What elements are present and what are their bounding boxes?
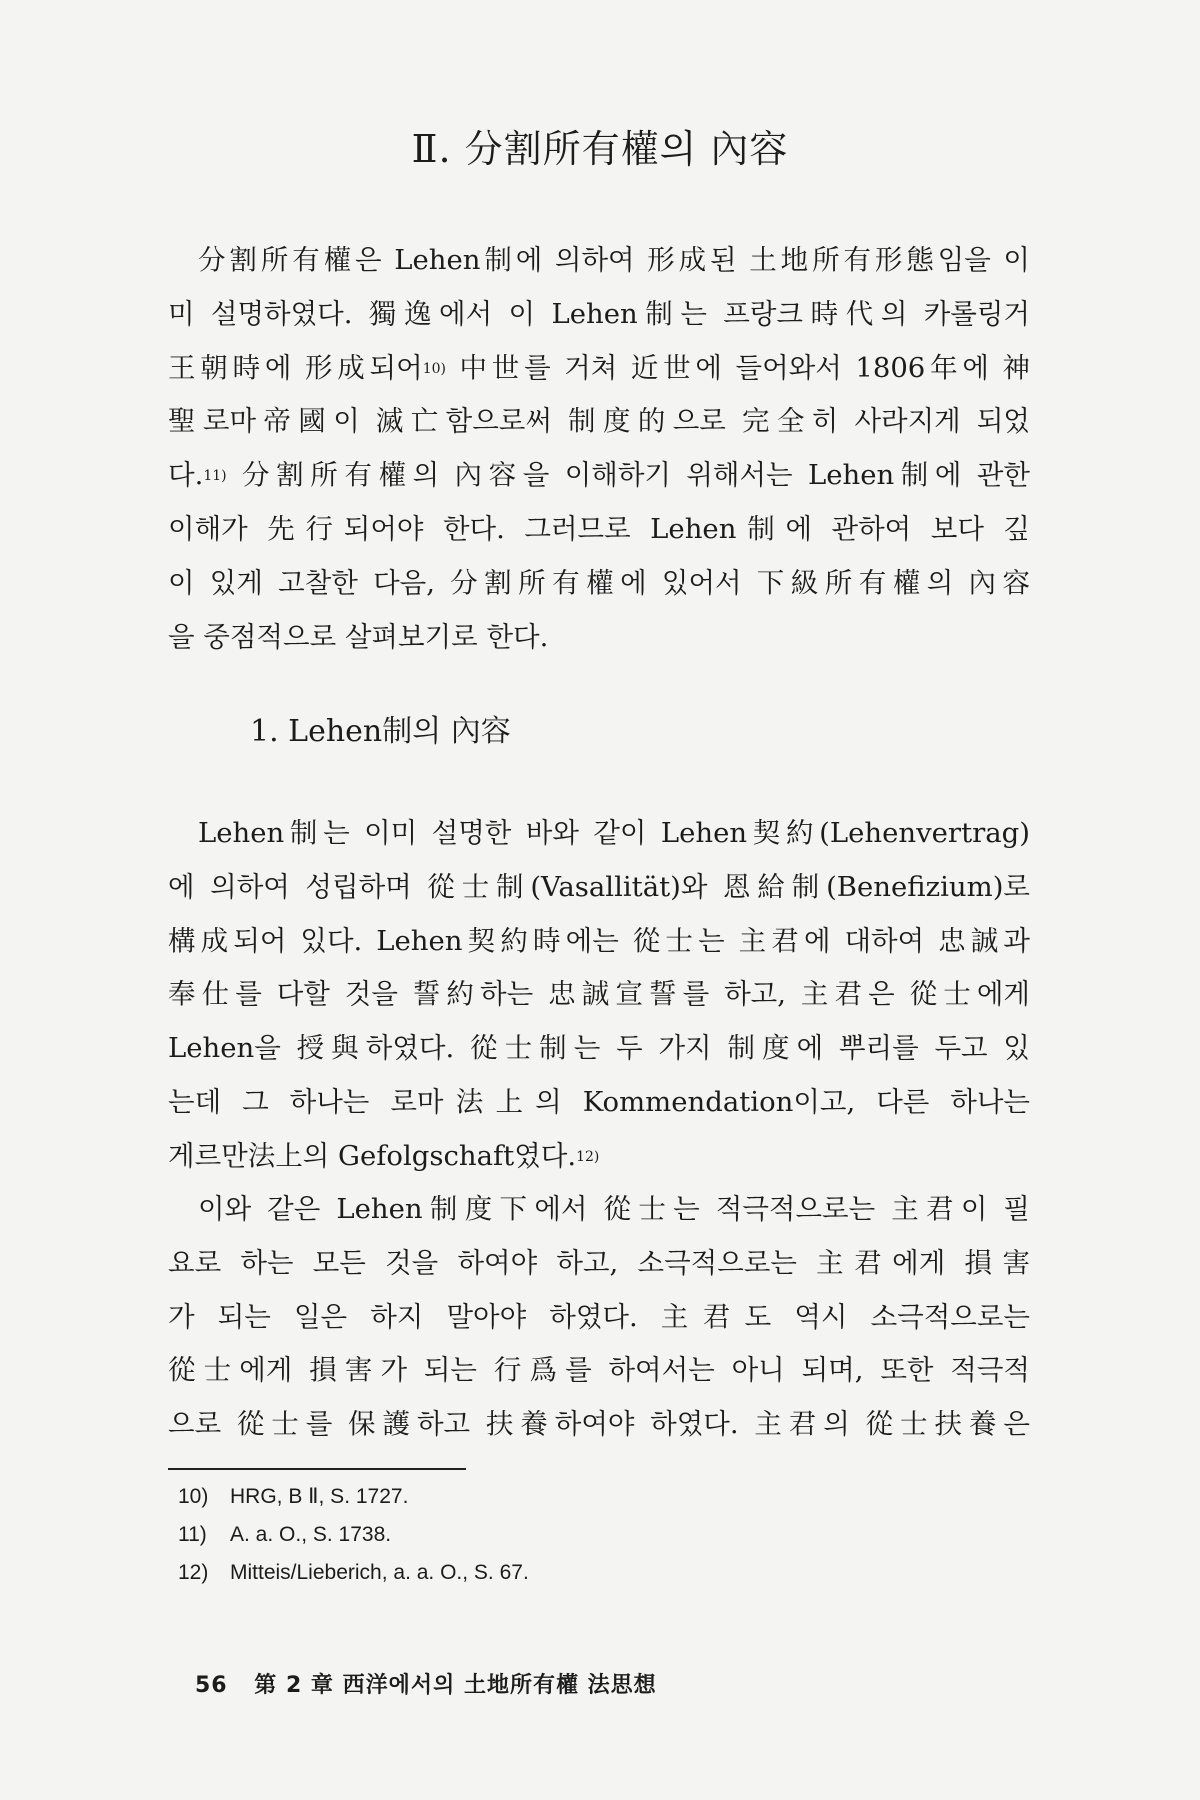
text-line: Lehen을 授與하였다. 從士制는 두 가지 制度에 뿌리를 두고 있: [168, 1032, 1030, 1065]
section-title: Ⅱ. 分割所有權의 內容: [411, 127, 789, 171]
footnote-ref: 12): [576, 1148, 600, 1165]
text-line: 에 의하여 성립하며 從士制(Vasallität)와 恩給制(Benefizium)로: [168, 870, 1030, 903]
subsection-heading: 1. Lehen制의 內容: [250, 714, 511, 749]
footnote-text: A. a. O., S. 1738.: [230, 1523, 392, 1546]
footnote-text: HRG, B Ⅱ, S. 1727.: [230, 1485, 409, 1508]
footnotes: [178, 1478, 978, 1592]
footnote-number: 10): [178, 1485, 209, 1508]
text-line: Lehen制는 이미 설명한 바와 같이 Lehen契約(Lehenvertrag): [198, 817, 1030, 849]
footnote-number: 11): [178, 1523, 207, 1546]
footnote-ref: 11): [203, 468, 227, 485]
footnote-ref: 10): [422, 360, 446, 377]
footnote-text: Mitteis/Lieberich, a. a. O., S. 67.: [230, 1561, 529, 1584]
page-number: 56: [195, 1673, 228, 1698]
text-line: 미 설명하였다. 獨逸에서 이 Lehen制는 프랑크時代의 카롤링거: [168, 297, 1030, 330]
text-line: 가 되는 일은 하지 말아야 하였다. 主君도 역시 소극적으로는: [168, 1300, 1030, 1333]
paragraph-intro: [168, 234, 1030, 664]
text-line: 王朝時에 形成되어$^{10)}$ 中世를 거쳐 近世에 들어와서 1806年에 神: [168, 351, 1030, 384]
text-line: 을 중점적으로 살펴보기로 한다.: [168, 620, 549, 653]
text-line: 이와 같은 Lehen制度下에서 從士는 적극적으로는 主君이 필: [198, 1193, 1030, 1225]
text-line: 從士에게 損害가 되는 行爲를 하여서는 아니 되며, 또한 적극적: [168, 1354, 1030, 1387]
footnote: [178, 1554, 978, 1592]
footnote-divider: [168, 1468, 466, 1470]
text-line: 分割所有權은 Lehen制에 의하여 形成된 土地所有形態임을 이: [198, 244, 1030, 276]
text-line: 聖로마帝國이 滅亡함으로써 制度的으로 完全히 사라지게 되었: [168, 405, 1030, 438]
text-line: 이해가 先行되어야 한다. 그러므로 Lehen制에 관하여 보다 깊: [168, 512, 1030, 545]
running-footer: [195, 1668, 657, 1699]
footnote: [178, 1516, 978, 1554]
paragraph-lehen: [168, 807, 1030, 1184]
chapter-title: 西洋에서의 土地所有權 法思想: [342, 1673, 657, 1698]
chapter-label: 第 2 章: [254, 1673, 334, 1698]
text-line: 으로 從士를 保護하고 扶養하여야 하였다. 主君의 從士扶養은: [168, 1408, 1030, 1441]
text-line: 다.$^{11)}$ 分割所有權의 內容을 이해하기 위해서는 Lehen制에 관한: [168, 459, 1030, 492]
text-line: 요로 하는 모든 것을 하여야 하고, 소극적으로는 主君에게 損害: [168, 1246, 1030, 1279]
text-line: 構成되어 있다. Lehen契約時에는 從士는 主君에 대하여 忠誠과: [168, 924, 1030, 957]
text-line: 는데 그 하나는 로마法上의 Kommendation이고, 다른 하나는: [168, 1085, 1030, 1118]
text-line: 이 있게 고찰한 다음, 分割所有權에 있어서 下級所有權의 內容: [168, 566, 1030, 599]
footnote-number: 12): [178, 1561, 209, 1584]
text-line: 奉仕를 다할 것을 誓約하는 忠誠宣誓를 하고, 主君은 從士에게: [168, 978, 1030, 1011]
paragraph-duties: [168, 1183, 1030, 1452]
footnote: [178, 1478, 978, 1516]
text-line: 게르만法上의 Gefolgschaft였다.$^{12)}$: [168, 1139, 600, 1172]
